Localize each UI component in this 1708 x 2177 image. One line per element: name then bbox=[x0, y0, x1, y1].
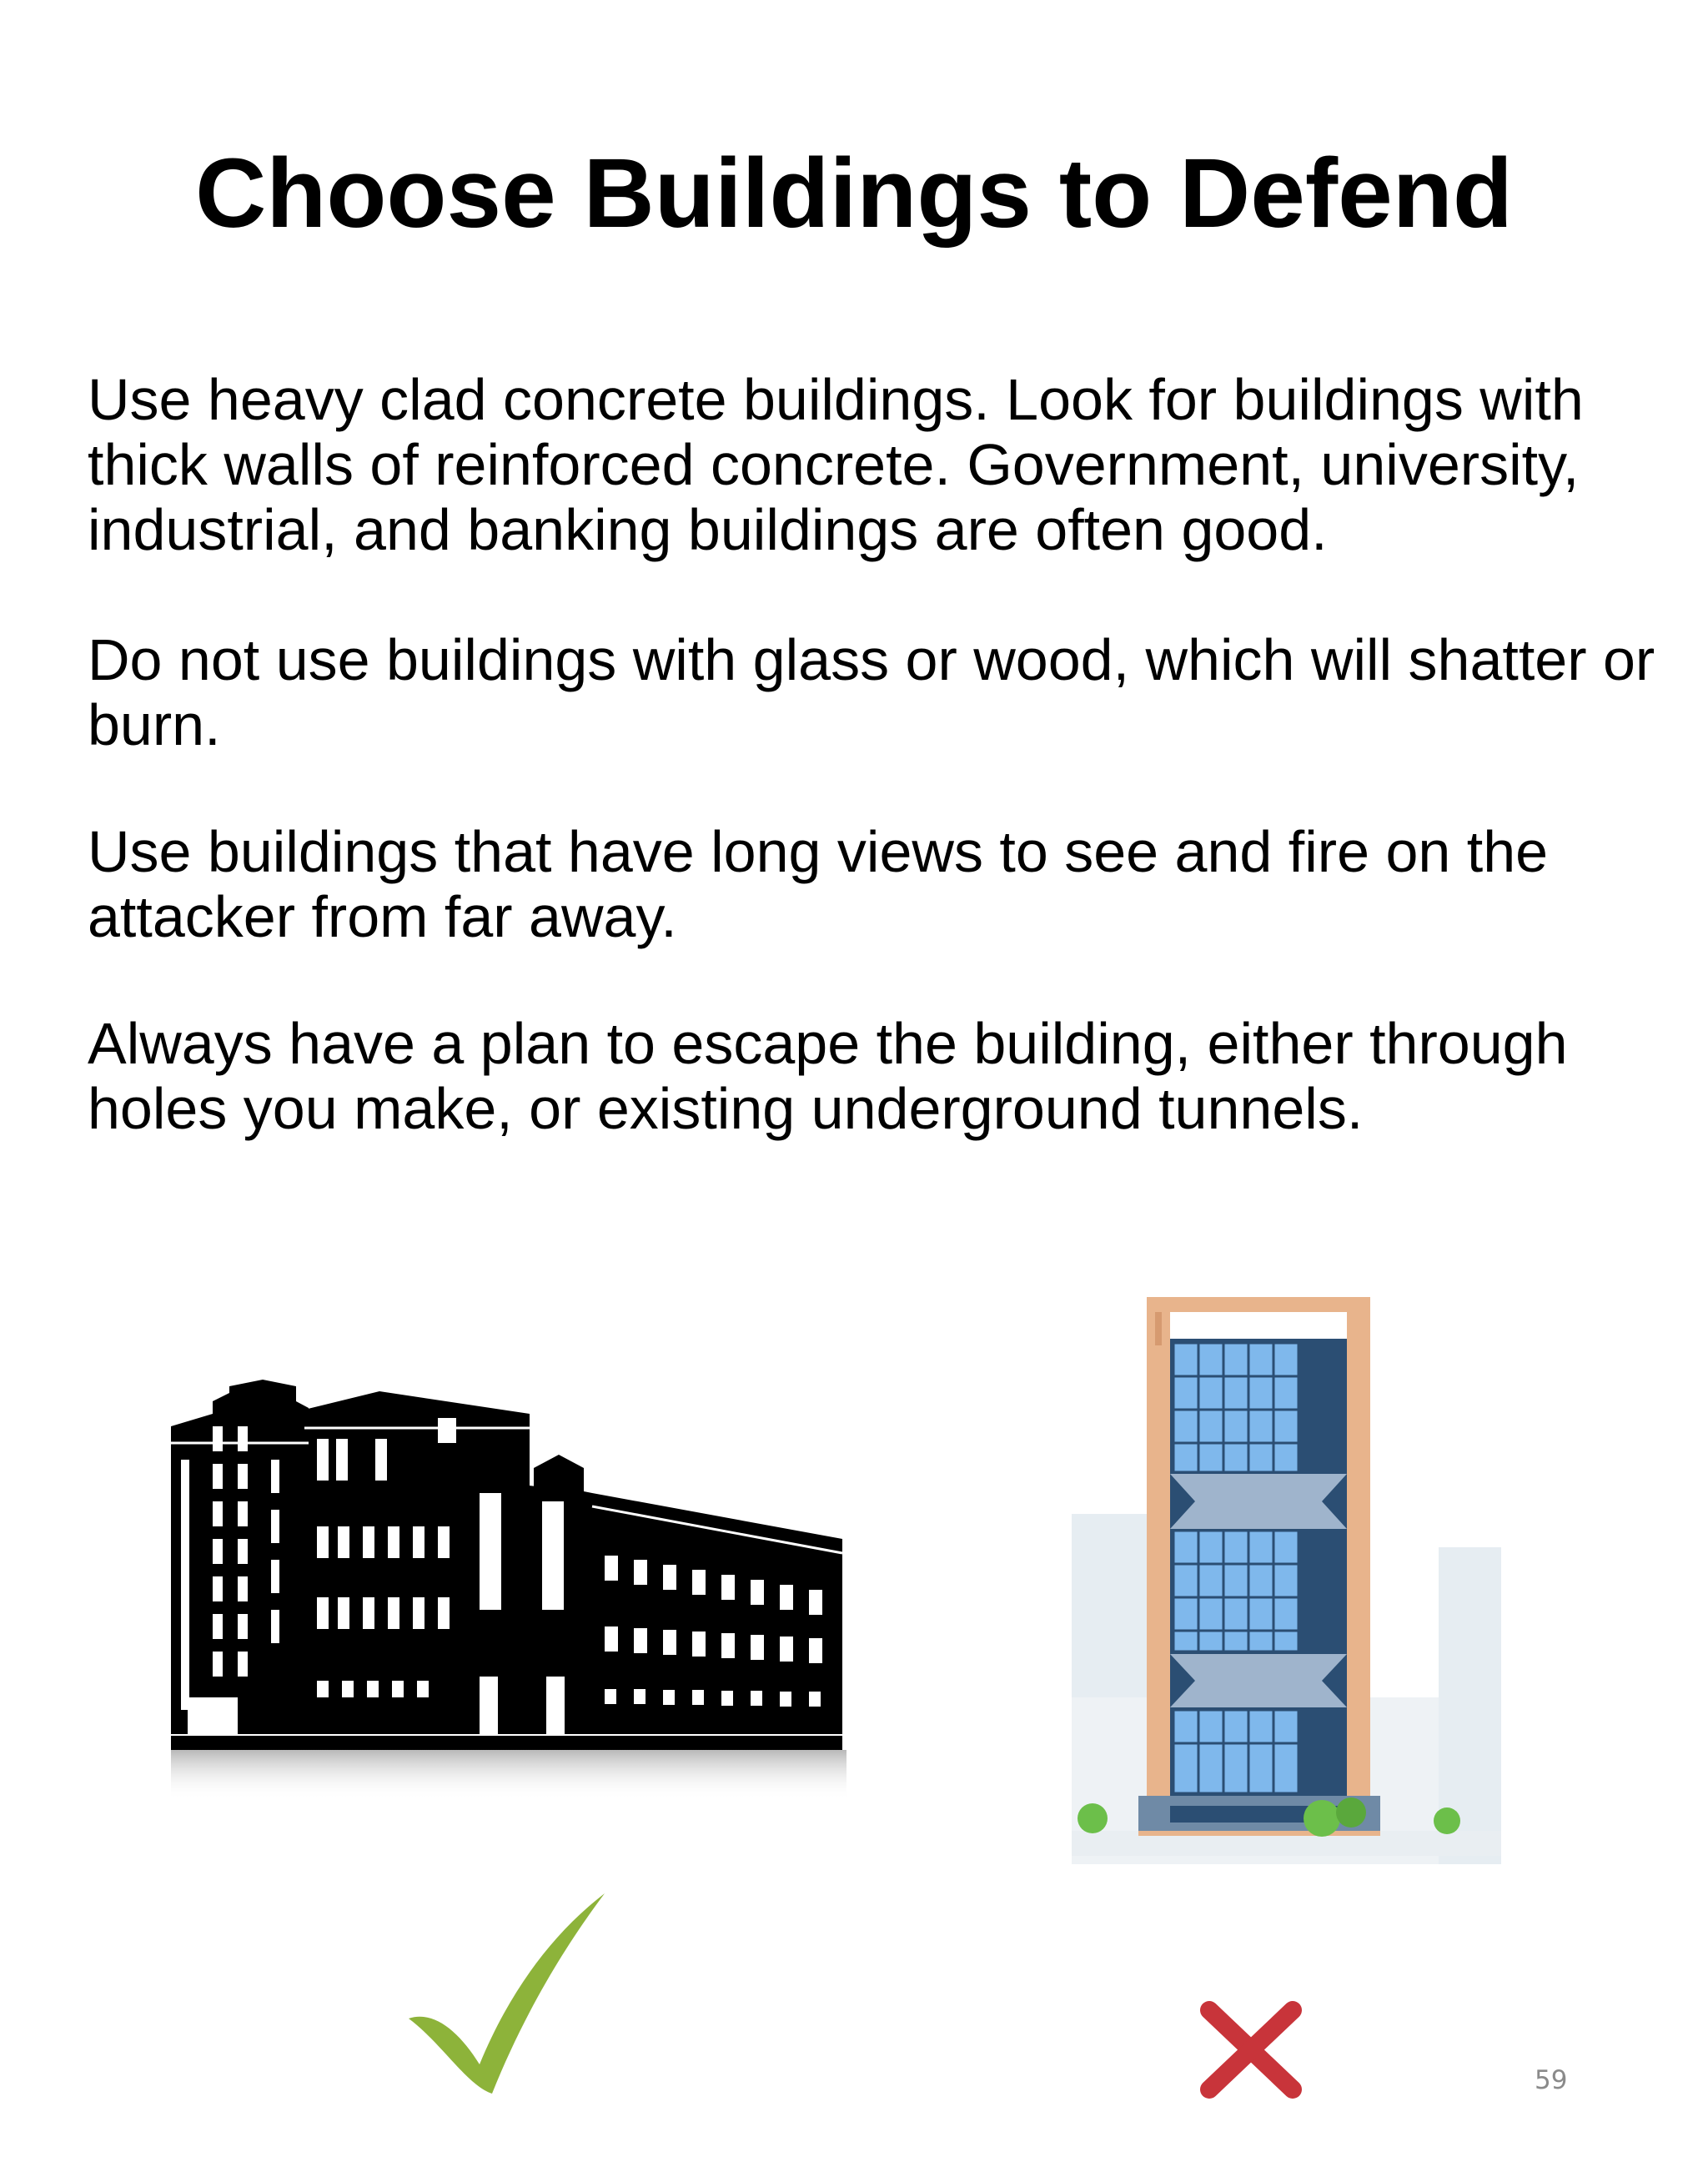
page-title: Choose Buildings to Defend bbox=[195, 138, 1513, 249]
paragraph-escape-plan: Always have a plan to escape the building, either through holes you make, or existing underground tunnels. bbox=[88, 1011, 1568, 1141]
glass-tower-building-icon bbox=[1072, 1297, 1501, 1873]
paragraph-long-views: Use buildings that have long views to see and fire on the attacker from far away. bbox=[88, 819, 1549, 949]
paragraph-avoid-glass-wood: Do not use buildings with glass or wood, which will shatter or burn. bbox=[88, 627, 1655, 757]
checkmark-icon bbox=[400, 1885, 617, 2110]
cross-x-icon bbox=[1197, 1998, 1305, 2102]
concrete-building-silhouette-icon bbox=[163, 1368, 855, 1802]
paragraph-concrete-buildings: Use heavy clad concrete buildings. Look for buildings with thick walls of reinforced concrete. Government, university, industrial, and banking buildings are often good. bbox=[88, 367, 1584, 562]
page-number: 59 bbox=[1535, 2065, 1568, 2095]
